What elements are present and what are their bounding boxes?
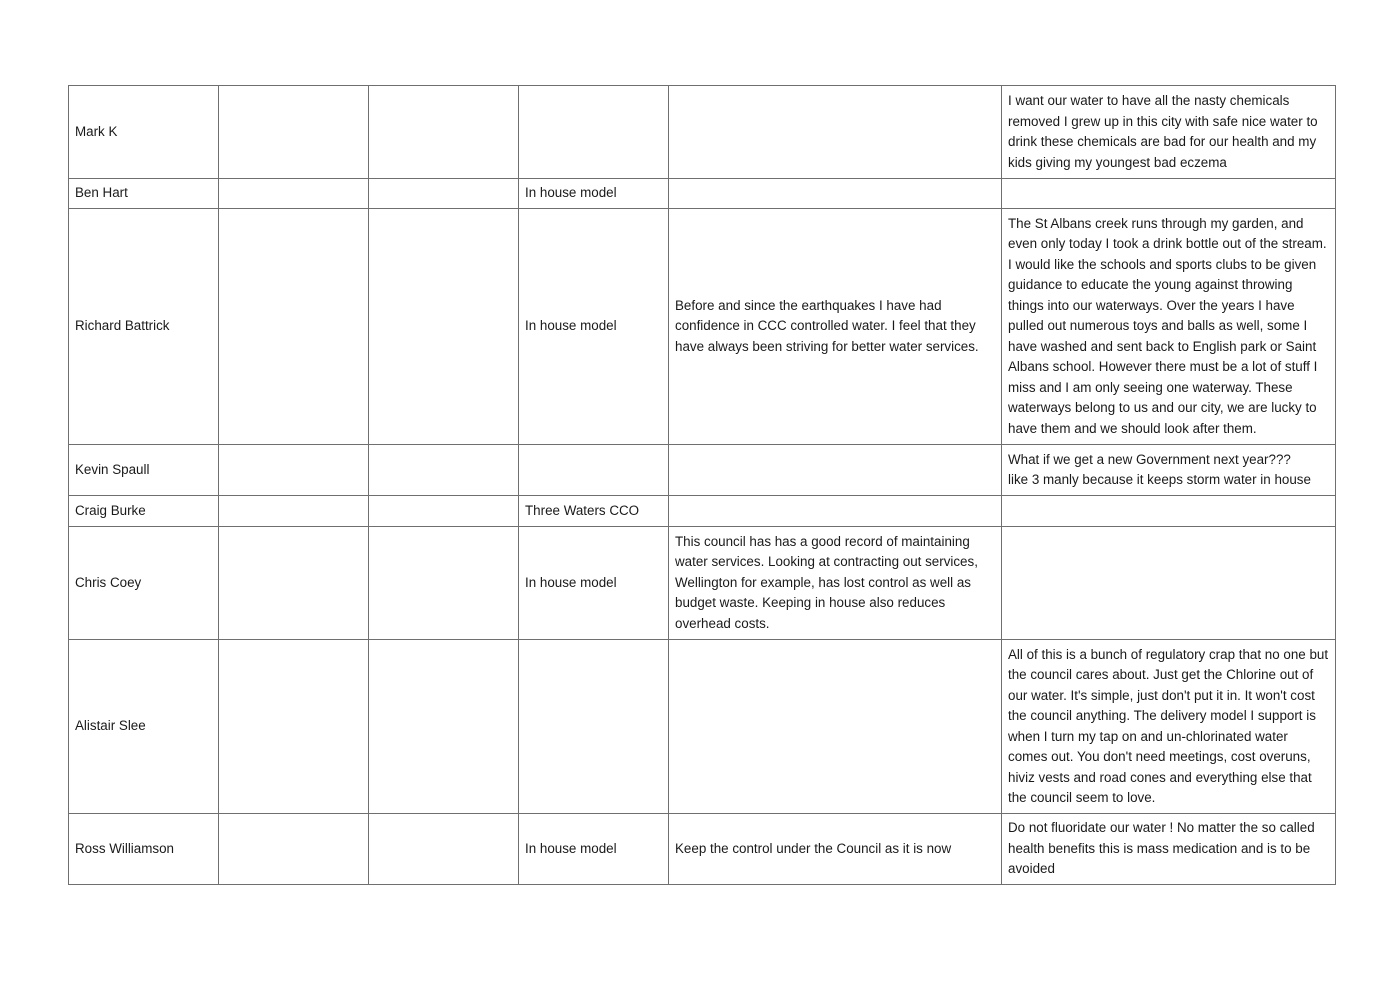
model-cell: In house model xyxy=(519,209,669,445)
table-row xyxy=(69,640,1336,814)
model-cell: In house model xyxy=(519,179,669,209)
submitter-name-cell: Kevin Spaull xyxy=(69,445,219,496)
empty-cell xyxy=(219,445,369,496)
comment-cell: Do not fluoridate our water ! No matter the so called health benefits this is mass medication and is to be avoided xyxy=(1002,814,1336,885)
table-row xyxy=(69,179,1336,209)
table-row xyxy=(69,527,1336,640)
reason-cell xyxy=(669,445,1002,496)
reason-cell: Keep the control under the Council as it is now xyxy=(669,814,1002,885)
empty-cell xyxy=(369,445,519,496)
empty-cell xyxy=(219,640,369,814)
empty-cell xyxy=(219,814,369,885)
reason-cell xyxy=(669,640,1002,814)
submissions-table xyxy=(68,85,1336,885)
comment-cell: What if we get a new Government next year??? like 3 manly because it keeps storm water in house xyxy=(1002,445,1336,496)
submitter-name-cell: Ross Williamson xyxy=(69,814,219,885)
comment-cell xyxy=(1002,527,1336,640)
model-cell: In house model xyxy=(519,814,669,885)
table-row xyxy=(69,209,1336,445)
table-row xyxy=(69,86,1336,179)
empty-cell xyxy=(219,179,369,209)
empty-cell xyxy=(219,86,369,179)
model-cell: Three Waters CCO xyxy=(519,496,669,527)
comment-cell: I want our water to have all the nasty chemicals removed I grew up in this city with safe nice water to drink these chemicals are bad for our health and my kids giving my youngest bad eczema xyxy=(1002,86,1336,179)
reason-cell: This council has has a good record of maintaining water services. Looking at contracting out services, Wellington for example, has lost control as well as budget waste. Keeping in house also reduces overhead costs. xyxy=(669,527,1002,640)
reason-cell xyxy=(669,86,1002,179)
empty-cell xyxy=(369,86,519,179)
comment-cell: The St Albans creek runs through my garden, and even only today I took a drink bottle out of the stream. I would like the schools and sports clubs to be given guidance to educate the young against throwing things into our waterways. Over the years I have pulled out numerous toys and balls as well, some I have washed and sent back to English park or Saint Albans school. However there must be a lot of stuff I miss and I am only seeing one waterway. These waterways belong to us and our city, we are lucky to have them and we should look after them. xyxy=(1002,209,1336,445)
submitter-name-cell: Richard Battrick xyxy=(69,209,219,445)
empty-cell xyxy=(219,209,369,445)
empty-cell xyxy=(369,640,519,814)
comment-cell xyxy=(1002,179,1336,209)
reason-cell xyxy=(669,496,1002,527)
submitter-name-cell: Craig Burke xyxy=(69,496,219,527)
submitter-name-cell: Ben Hart xyxy=(69,179,219,209)
reason-cell xyxy=(669,179,1002,209)
empty-cell xyxy=(219,496,369,527)
model-cell xyxy=(519,86,669,179)
empty-cell xyxy=(369,496,519,527)
empty-cell xyxy=(369,209,519,445)
empty-cell xyxy=(369,814,519,885)
submitter-name-cell: Mark K xyxy=(69,86,219,179)
submitter-name-cell: Alistair Slee xyxy=(69,640,219,814)
comment-cell: All of this is a bunch of regulatory crap that no one but the council cares about. Just get the Chlorine out of our water. It's simple, just don't put it in. It won't cost the council anything. The delivery model I support is when I turn my tap on and un-chlorinated water comes out. You don't need meetings, cost overuns, hiviz vests and road cones and everything else that the council seem to love. xyxy=(1002,640,1336,814)
empty-cell xyxy=(369,179,519,209)
model-cell xyxy=(519,640,669,814)
empty-cell xyxy=(369,527,519,640)
model-cell xyxy=(519,445,669,496)
comment-cell xyxy=(1002,496,1336,527)
model-cell: In house model xyxy=(519,527,669,640)
table-row xyxy=(69,445,1336,496)
submitter-name-cell: Chris Coey xyxy=(69,527,219,640)
table-row xyxy=(69,814,1336,885)
empty-cell xyxy=(219,527,369,640)
table-row xyxy=(69,496,1336,527)
reason-cell: Before and since the earthquakes I have had confidence in CCC controlled water. I feel that they have always been striving for better water services. xyxy=(669,209,1002,445)
